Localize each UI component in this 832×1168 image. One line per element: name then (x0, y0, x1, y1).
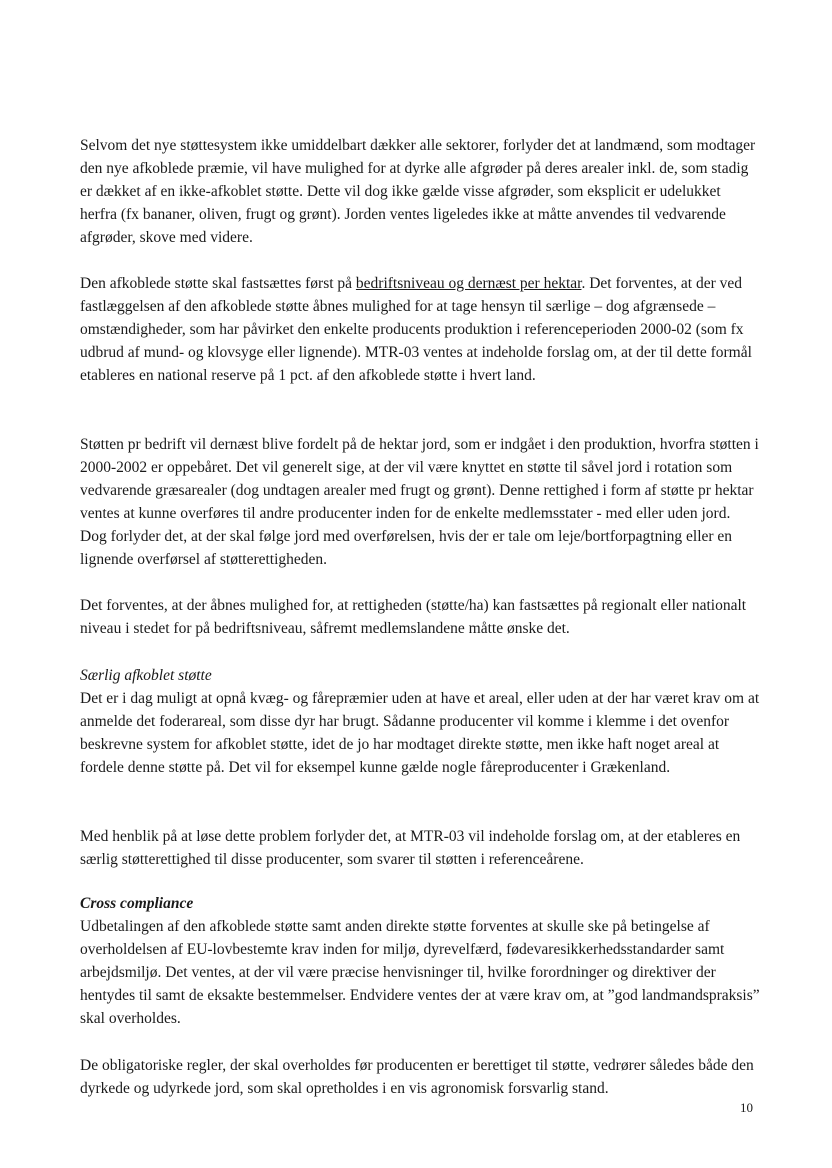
paragraph-support-distribution: Støtten pr bedrift vil dernæst blive fordelt på de hektar jord, som er indgået i den produktion, hvorfra støtten i 2000-2002 er oppebåret. Det vil generelt sige, at der vil være knyttet en støtte til såvel jord i rotation som vedvarende græsarealer (dog undtagen arealer med frugt og grønt). Denne rettighed i form af støtte pr hektar ventes at kunne overføres til andre producenter inden for de enkelte medlemsstater - med eller uden jord. Dog forlyder det, at der skal følge jord med overførelsen, hvis der er tale om leje/bortforpagtning eller en lignende overførsel af støtterettigheden. (80, 436, 759, 568)
underlined-phrase: bedriftsniveau og dernæst per hektar (355, 275, 582, 292)
body-text (80, 0, 760, 1168)
paragraph-cross-compliance: Udbetalingen af den afkoblede støtte samt anden direkte støtte forventes at skulle ske på betingelse af overholdelsen af EU-lovbestemte krav inden for miljø, dyrevelfærd, fødevaresikkerhedsstandarder samt arbejdsmiljø. Det ventes, at der vil være præcise henvisninger til, hvilke forordninger og direktiver der hentydes til samt de eksakte bestemmelser. Endvidere ventes der at være krav om, at ”god landmandspraksis” skal overholdes. (80, 918, 760, 1027)
page-number: 10 (740, 1100, 753, 1115)
paragraph-regional-level: Det forventes, at der åbnes mulighed for, at rettigheden (støtte/ha) kan fastsættes på regionalt eller nationalt niveau i stedet for på bedriftsniveau, såfremt medlemslandene måtte ønske det. (80, 597, 747, 637)
paragraph-text-end: . Det forventes, at der ved fastlæggelsen af den afkoblede støtte åbnes mulighed for at tage hensyn til særlige – dog afgrænsede – omstændigheder, som har påvirket den enkelte producents produktion i referenceperioden 2000-02 (som fx udbrud af mund- og klovsyge eller lignende). MTR-03 ventes at indeholde forslag om, at der til dette formål etableres en national reserve på 1 pct. af den afkoblede støtte i hvert land. (80, 275, 752, 384)
heading-cross-compliance: Cross compliance (80, 895, 194, 912)
paragraph-obligatory-rules: De obligatoriske regler, der skal overholdes før producenten er berettiget til støtte, vedrører således både den dyrkede og udyrkede jord, som skal opretholdes i en vis agronomisk forsvarlig stand. (80, 1057, 754, 1097)
heading-saerlig-afkoblet-stotte: Særlig afkoblet støtte (80, 667, 212, 684)
paragraph-special-entitlement: Med henblik på at løse dette problem forlyder det, at MTR-03 vil indeholde forslag om, at der etableres en særlig støtterettighed til disse producenter, som svarer til støtten i referenceårene. (80, 828, 741, 868)
paragraph-animal-premiums: Det er i dag muligt at opnå kvæg- og fårepræmier uden at have et areal, eller uden at der har været krav om at anmelde det foderareal, som disse dyr har brugt. Sådanne producenter vil komme i klemme i det ovenfor beskrevne system for afkoblet støtte, idet de jo har modtaget direkte støtte, men ikke haft noget areal at fordele denne støtte på. Det vil for eksempel kunne gælde nogle fåreproducenter i Grækenland. (80, 690, 760, 776)
paragraph-text-start: Den afkoblede støtte skal fastsættes først på (80, 275, 356, 292)
paragraph-crop-flexibility: Selvom det nye støttesystem ikke umiddelbart dækker alle sektorer, forlyder det at landmænd, som modtager den nye afkoblede præmie, vil have mulighed for at dyrke alle afgrøder på deres arealer inkl. de, som stadig er dækket af en ikke-afkoblet støtte. Dette vil dog ikke gælde visse afgrøder, som eksplicit er udelukket herfra (fx bananer, oliven, frugt og grønt). Jorden ventes ligeledes ikke at måtte anvendes til vedvarende afgrøder, skove med videre. (80, 137, 756, 246)
paragraph-decoupled-support-basis (80, 272, 760, 387)
